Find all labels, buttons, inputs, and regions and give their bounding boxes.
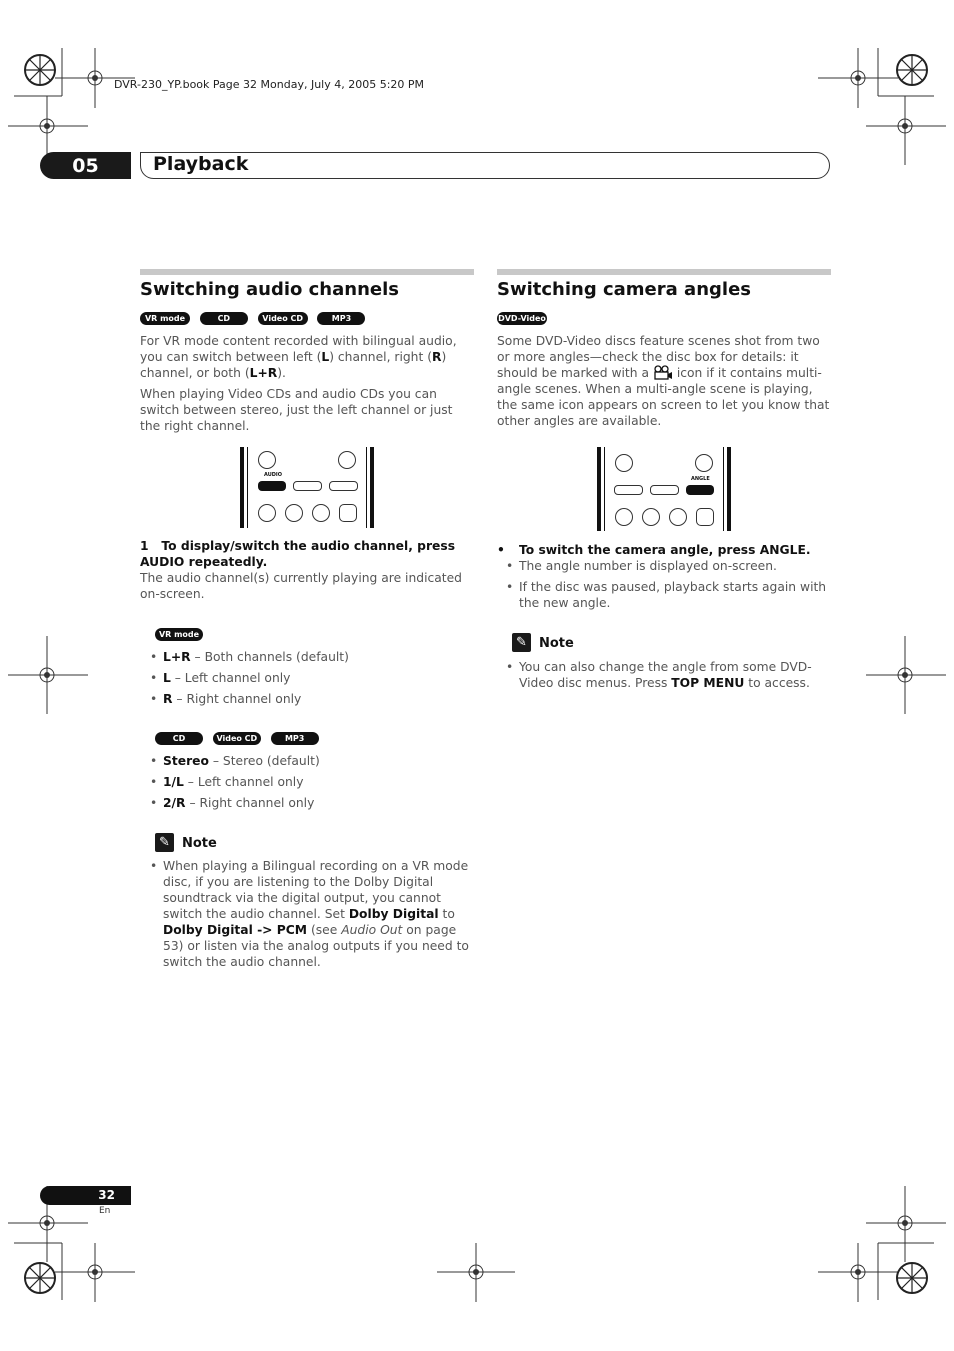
badge-vr-mode-2: VR mode [155, 628, 203, 641]
badge-dvd-video: DVD-Video [498, 314, 546, 323]
list-item: • 1/L – Left channel only [150, 775, 304, 789]
note-text-right: • You can also change the angle from some DVD-Video disc menus. Press TOP MENU to access. [506, 660, 812, 690]
remote-illustration-angle [597, 447, 731, 531]
audio-button [258, 481, 286, 491]
list-item: • R – Right channel only [150, 692, 302, 706]
note-pencil-icon: ✎ [512, 633, 531, 652]
chapter-title: Playback [153, 153, 249, 175]
section-rule [497, 269, 831, 275]
step-1-description: The audio channel(s) currently playing are indicated on-screen. [140, 571, 462, 601]
badge-cd-2: CD [155, 732, 203, 745]
language-label: En [99, 1206, 111, 1216]
section-title-audio: Switching audio channels [140, 279, 399, 300]
page-number: 32 [40, 1186, 131, 1205]
vr-mode-options [150, 649, 463, 712]
file-info-line: DVR-230_YP.book Page 32 Monday, July 4, 2005 5:20 PM [114, 78, 425, 91]
badge-mp3-2: MP3 [271, 732, 319, 745]
section-rule [140, 269, 474, 275]
section-title-angles: Switching camera angles [497, 279, 751, 300]
list-item: • L+R – Both channels (default) [150, 650, 349, 664]
note-label: Note [182, 836, 217, 851]
vr-mode-group-badge [155, 626, 203, 641]
badge-vr-mode: VR mode [140, 312, 190, 325]
cd-group-badges [155, 730, 319, 745]
angle-step: • To switch the camera angle, press ANGLE. [497, 543, 811, 557]
audio-button-label: AUDIO [264, 472, 283, 478]
intro-paragraph: For VR mode content recorded with bilingual audio, you can switch between left (L) channel, right (R) channel, or both (L+R). [140, 334, 457, 380]
chapter-number: 05 [40, 152, 131, 179]
disc-badges-right [497, 310, 547, 325]
cd-paragraph: When playing Video CDs and audio CDs you can switch between stereo, just the left channel or just the right channel. [140, 387, 453, 433]
list-item: • The angle number is displayed on-screen. [506, 559, 777, 573]
note-label-right: Note [539, 636, 574, 651]
angle-button [686, 485, 714, 495]
remote-illustration-audio [240, 447, 374, 528]
list-item: • 2/R – Right channel only [150, 796, 315, 810]
step-1: 1 To display/switch the audio channel, press AUDIO repeatedly. [140, 539, 456, 569]
badge-cd: CD [200, 312, 248, 325]
badge-video-cd: Video CD [258, 312, 308, 325]
angle-button-label: ANGLE [691, 476, 710, 482]
list-item: • L – Left channel only [150, 671, 291, 685]
note-pencil-icon: ✎ [155, 833, 174, 852]
badge-mp3: MP3 [317, 312, 365, 325]
cd-options [150, 753, 463, 816]
note-text: • When playing a Bilingual recording on a VR mode disc, if you are listening to the Dolby Digital soundtrack via the digital output, you cannot switch the audio channel. Set Dolby Digital to Dolby Digital -> PCM (see Audio Out on page 53) or listen via the analog outputs if you need to switch the audio channel. [150, 859, 469, 969]
list-item: • Stereo – Stereo (default) [150, 754, 320, 768]
camera-angle-icon [653, 365, 673, 380]
disc-badges [140, 310, 365, 325]
angles-paragraph: Some DVD-Video discs feature scenes shot from two or more angles—check the disc box for details: it should be marked with a icon if it contains multi-angle scenes. When a multi-angle scene is playing, the same icon appears on screen to let you know that other angles are available. [497, 334, 830, 428]
list-item: • If the disc was paused, playback starts again with the new angle. [506, 580, 827, 610]
angle-bullets [506, 558, 831, 611]
badge-video-cd-2: Video CD [213, 732, 261, 745]
